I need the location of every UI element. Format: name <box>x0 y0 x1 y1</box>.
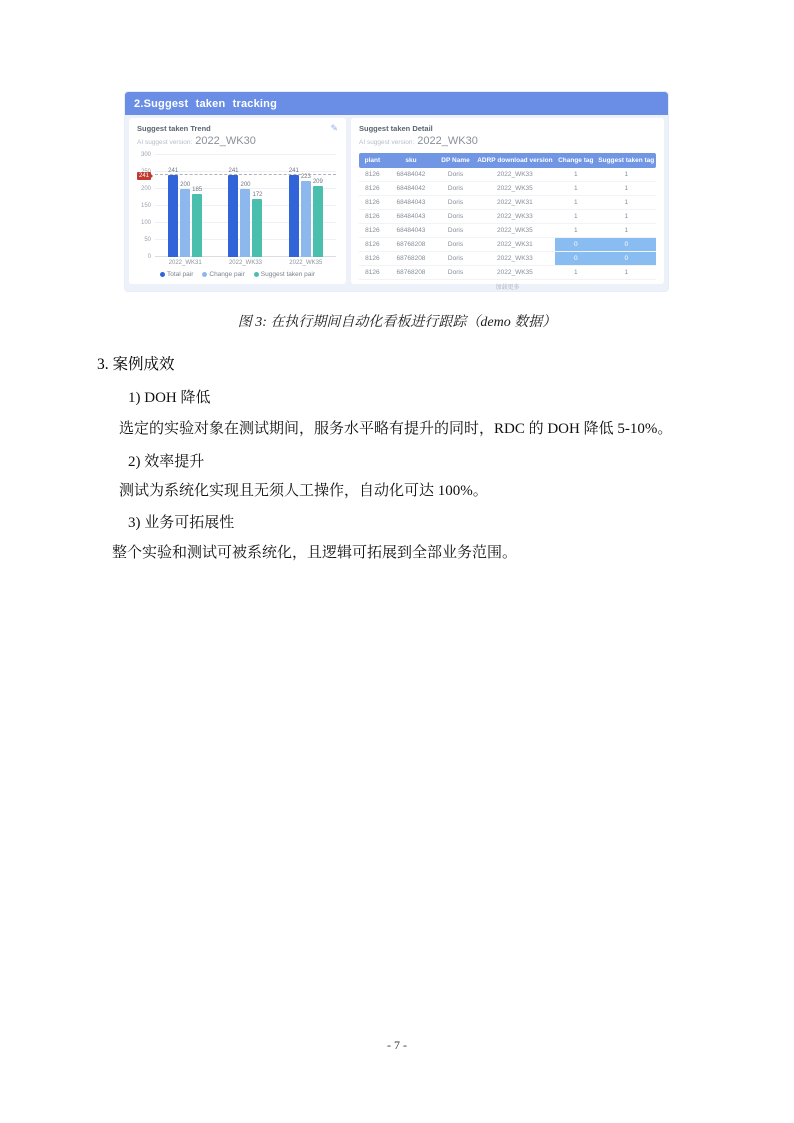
dashboard-body <box>125 115 668 289</box>
table-cell: 0 <box>597 252 656 265</box>
item-3-heading: 3) 业务可拓展性 <box>128 515 235 531</box>
detail-table-body <box>359 168 656 280</box>
table-cell: 1 <box>573 171 578 178</box>
trend-card <box>129 118 346 284</box>
table-cell: 2022_WK31 <box>497 241 533 248</box>
table-cell: Doris <box>447 199 464 206</box>
detail-card-title: Suggest taken Detail <box>359 124 433 133</box>
bar <box>289 175 299 257</box>
table-cell: Doris <box>447 227 464 234</box>
column-header: DP Name <box>441 157 470 164</box>
trend-xaxis-labels <box>155 260 336 266</box>
table-row <box>359 210 656 224</box>
bar-group <box>289 168 323 257</box>
table-cell: Doris <box>447 241 464 248</box>
table-cell: 68484043 <box>396 227 426 234</box>
legend-label: Change pair <box>209 271 245 278</box>
detail-card <box>351 118 664 291</box>
x-axis-label: 2022_WK33 <box>228 260 262 266</box>
table-cell: 1 <box>573 199 578 206</box>
table-cell: 8126 <box>365 171 380 178</box>
bar-wrap <box>289 168 299 257</box>
figure-caption: 图 3: 在执行期间自动化看板进行跟踪（demo 数据） <box>237 315 557 330</box>
bar-wrap <box>240 182 250 257</box>
detail-table-header <box>359 153 656 168</box>
table-cell: 2022_WK33 <box>497 213 533 220</box>
bar-group <box>168 168 202 257</box>
bar-wrap <box>192 187 202 257</box>
bar <box>228 175 238 257</box>
item-3-text: 整个实验和测试可被系统化，且逻辑可拓展到全部业务范围。 <box>112 545 518 561</box>
y-axis-tick: 150 <box>140 203 151 209</box>
bar-value-label: 241 <box>288 168 299 175</box>
table-cell: 1 <box>624 227 629 234</box>
trend-card-title: Suggest taken Trend <box>137 124 211 133</box>
table-cell: 1 <box>624 213 629 220</box>
section-title: 3. 案例成效 <box>97 356 175 373</box>
table-cell: 2022_WK33 <box>497 171 533 178</box>
table-cell: 68484042 <box>396 185 426 192</box>
table-cell: Doris <box>447 213 464 220</box>
table-cell: Doris <box>447 255 464 262</box>
trend-version-value: 2022_WK30 <box>195 135 256 147</box>
plot-area <box>155 155 336 257</box>
bar <box>240 189 250 257</box>
detail-version-value: 2022_WK30 <box>417 135 478 147</box>
bar-wrap <box>168 168 178 257</box>
table-cell: 68768208 <box>396 255 426 262</box>
table-cell: 68484043 <box>396 213 426 220</box>
bar <box>301 181 311 257</box>
table-cell: 8126 <box>365 213 380 220</box>
table-row <box>359 196 656 210</box>
detail-table <box>359 153 656 280</box>
bar-value-label: 241 <box>228 168 239 175</box>
column-header: Suggest taken tag <box>598 157 655 164</box>
pencil-icon[interactable]: ✎ <box>330 123 338 133</box>
table-cell: 1 <box>573 213 578 220</box>
table-cell: 1 <box>573 227 578 234</box>
table-cell: 1 <box>573 269 578 276</box>
legend-dot <box>202 272 207 277</box>
table-row <box>359 224 656 238</box>
table-cell: Doris <box>447 269 464 276</box>
bar-wrap <box>301 174 311 257</box>
table-cell: 1 <box>624 199 629 206</box>
bar-value-label: 223 <box>300 174 311 181</box>
table-cell: 1 <box>624 185 629 192</box>
legend-item[interactable] <box>202 271 244 278</box>
trend-card-title-row <box>137 124 338 133</box>
table-cell: 2022_WK31 <box>497 199 533 206</box>
table-cell: 0 <box>597 238 656 251</box>
table-cell: 68768208 <box>396 269 426 276</box>
x-axis-label: 2022_WK31 <box>168 260 202 266</box>
page-number: - 7 - <box>387 1038 407 1052</box>
bar <box>192 194 202 257</box>
table-cell: Doris <box>447 171 464 178</box>
y-axis-tick: 0 <box>147 254 151 260</box>
detail-version-label: AI suggest version: <box>359 139 415 146</box>
bar-value-label: 209 <box>312 178 323 185</box>
bar-wrap <box>313 179 323 257</box>
marker-badge: 241 <box>139 173 150 180</box>
column-header: sku <box>405 157 417 164</box>
dashboard-figure <box>125 92 668 291</box>
y-axis-tick: 300 <box>140 152 151 158</box>
table-cell: Doris <box>447 185 464 192</box>
detail-version-row <box>359 135 656 147</box>
bar-wrap <box>228 168 238 257</box>
table-cell: 8126 <box>365 185 380 192</box>
table-cell: 8126 <box>365 227 380 234</box>
legend-dot <box>160 272 165 277</box>
table-cell: 1 <box>573 185 578 192</box>
item-1-text: 选定的实验对象在测试期间，服务水平略有提升的同时，RDC 的 DOH 降低 5-10%。 <box>119 421 673 437</box>
table-cell: 2022_WK35 <box>497 269 533 276</box>
legend-label: Total pair <box>167 271 194 278</box>
bar-value-label: 241 <box>168 168 179 175</box>
table-cell: 68484042 <box>396 171 426 178</box>
bar-value-label: 185 <box>192 187 203 194</box>
dashboard-header <box>125 92 668 115</box>
trend-legend <box>137 271 338 278</box>
bar <box>168 175 178 257</box>
table-cell: 0 <box>555 252 597 265</box>
legend-label: Suggest taken pair <box>260 271 315 278</box>
bar-wrap <box>252 192 262 257</box>
table-cell: 8126 <box>365 269 380 276</box>
trend-version-label: AI suggest version: <box>137 139 193 146</box>
table-cell: 8126 <box>365 255 380 262</box>
item-2-heading: 2) 效率提升 <box>128 454 205 470</box>
table-cell: 2022_WK35 <box>497 227 533 234</box>
bar-group <box>228 168 262 257</box>
column-header: ADRP download version <box>477 157 553 164</box>
trend-version-row <box>137 135 338 147</box>
table-cell: 1 <box>624 269 629 276</box>
detail-card-title-row <box>359 124 656 133</box>
bar <box>180 189 190 257</box>
table-cell: 2022_WK35 <box>497 185 533 192</box>
legend-item[interactable] <box>160 271 193 278</box>
table-row <box>359 168 656 182</box>
table-cell: 0 <box>555 238 597 251</box>
column-header: plant <box>364 157 381 164</box>
legend-dot <box>254 272 259 277</box>
table-cell: 2022_WK33 <box>497 255 533 262</box>
table-row <box>359 266 656 280</box>
bar <box>313 186 323 257</box>
bar <box>252 199 262 257</box>
bar-value-label: 172 <box>252 191 263 198</box>
y-axis-tick: 100 <box>140 220 151 226</box>
bar-value-label: 200 <box>180 182 191 188</box>
table-cell: 68484043 <box>396 199 426 206</box>
table-row <box>359 238 656 252</box>
x-axis-label: 2022_WK35 <box>289 260 323 266</box>
bar-wrap <box>180 182 190 257</box>
table-cell: 1 <box>624 171 629 178</box>
dashboard-title: 2.Suggest taken tracking <box>134 97 278 110</box>
trend-chart <box>137 152 338 260</box>
item-2-text: 测试为系统化实现且无须人工操作，自动化可达 100%。 <box>119 483 488 499</box>
gridline <box>155 154 336 155</box>
column-header: Change tag <box>558 157 594 164</box>
marker-line <box>155 174 336 175</box>
table-row <box>359 182 656 196</box>
item-1-heading: 1) DOH 降低 <box>128 390 211 406</box>
table-cell: 8126 <box>365 199 380 206</box>
table-row <box>359 252 656 266</box>
load-more-link[interactable]: 加载更多 <box>495 285 520 291</box>
table-cell: 8126 <box>365 241 380 248</box>
legend-item[interactable] <box>254 271 315 278</box>
y-axis-tick: 200 <box>140 186 151 192</box>
y-axis-tick: 50 <box>144 237 151 243</box>
table-cell: 68768208 <box>396 241 426 248</box>
bar-value-label: 200 <box>240 182 251 188</box>
